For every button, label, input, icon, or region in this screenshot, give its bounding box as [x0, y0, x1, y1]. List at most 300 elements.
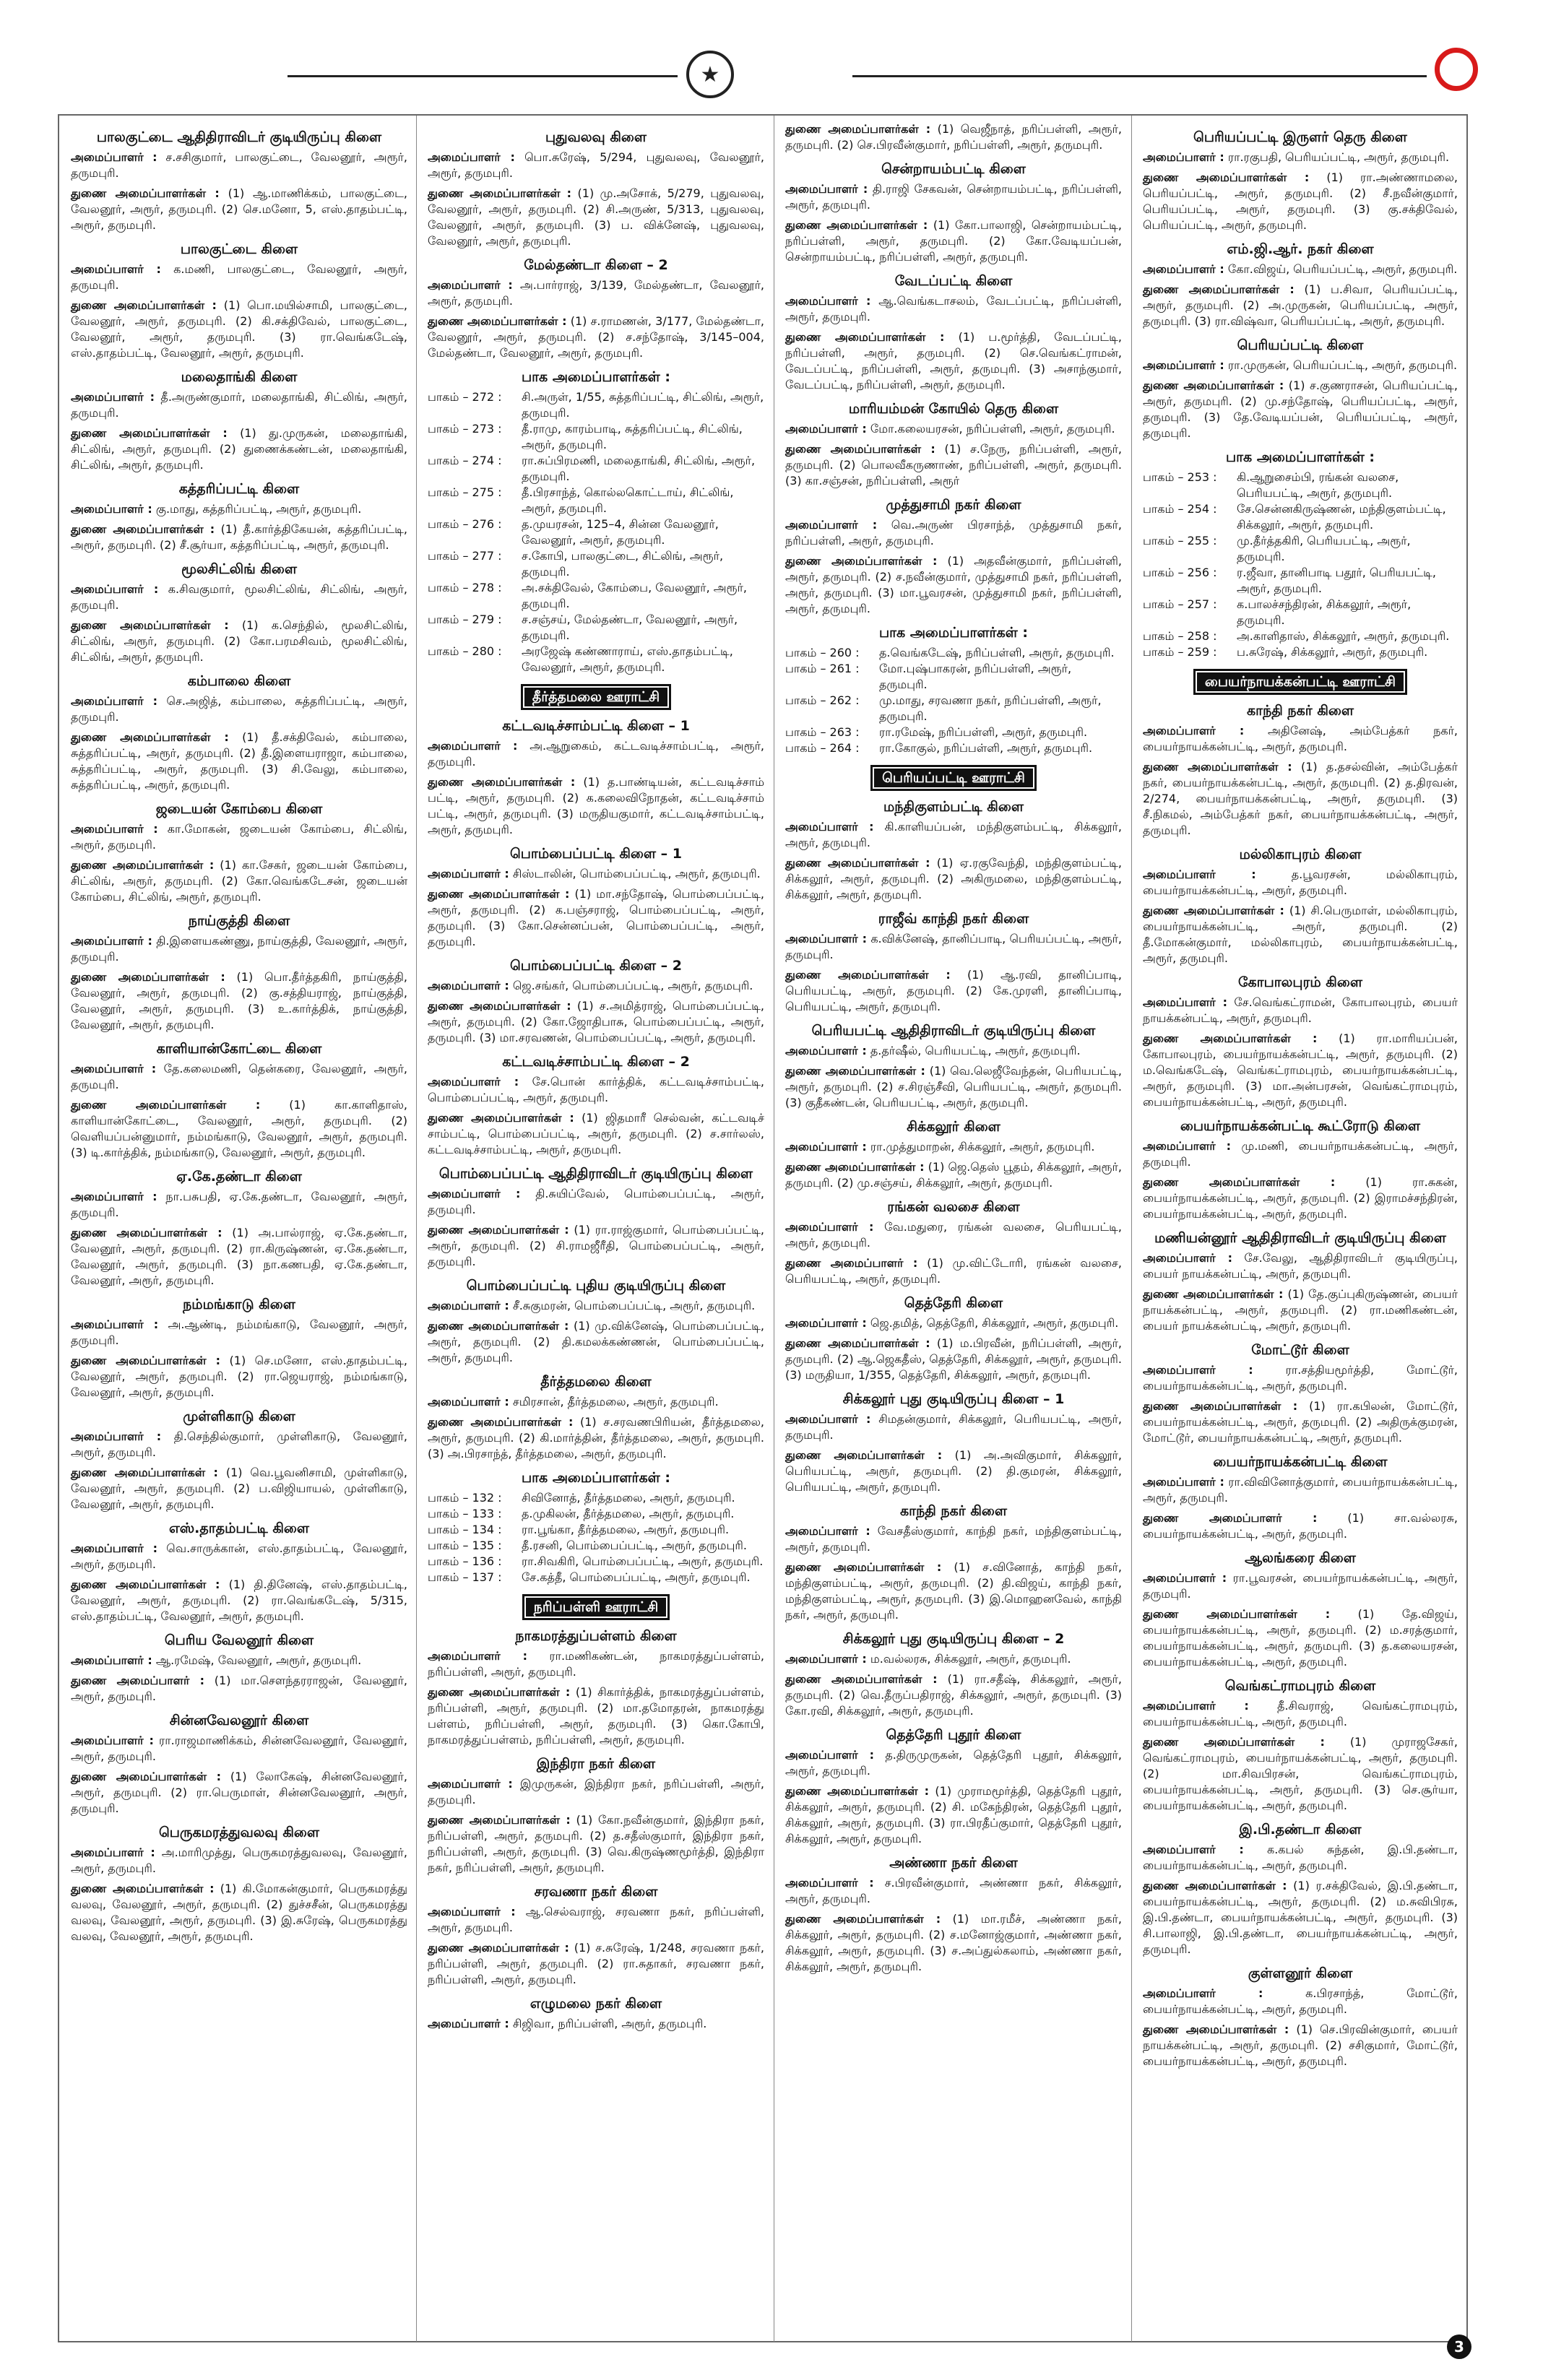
member-entry: [1143, 1842, 1458, 1874]
member-details: ஆ.செல்வராஜ், சரவணா நகர், நரிப்பள்ளி, அரூர், தருமபுரி.: [428, 1905, 764, 1934]
member-details: கா.மோகன், ஜடையன் கோம்பை, சிட்லிங், அரூர், தருமபுரி.: [71, 822, 407, 852]
member-details: ரா.பூவரசன், பையர்நாயக்கன்பட்டி, அரூர், தருமபுரி.: [1143, 1571, 1458, 1601]
member-details: மு.மணி, பையர்நாயக்கன்பட்டி, அரூர், தருமபுரி.: [1143, 1139, 1458, 1169]
role-label: துணை அமைப்பாளர்கள் :: [1143, 1031, 1318, 1045]
booth-number: பாகம் – 132 :: [428, 1491, 502, 1505]
member-details: (1) தீ.கார்த்திகேயன், கத்தரிப்பட்டி, அரூர், தருமபுரி. (2) சீ.சூர்யா, கத்தரிப்பட்டி, அரூர், தருமபுரி.: [71, 522, 408, 552]
role-label: துணை அமைப்பாளர்கள் :: [1143, 1175, 1336, 1189]
branch-heading: மந்திகுளம்பட்டி கிளை: [883, 799, 1024, 815]
role-label: துணை அமைப்பாளர்கள் :: [1143, 378, 1284, 392]
booth-row: [1143, 565, 1458, 597]
member-entry: [428, 277, 764, 309]
branch-heading: ஜடையன் கோம்பை கிளை: [155, 801, 323, 817]
booth-list: [1143, 469, 1458, 660]
role-label: துணை அமைப்பாளர்கள் :: [71, 186, 220, 200]
booth-row: [428, 421, 764, 453]
role-label: அமைப்பாளர் :: [428, 739, 518, 753]
booth-organizer: சே.கத்தீ, பொம்பைப்பட்டி, அரூர், தருமபுரி.: [522, 1570, 751, 1584]
member-details: (1) த.தசல்வின், அம்பேத்கர் நகர், பையர்நாயக்கன்பட்டி, அரூர், தருமபுரி. (2) த.திரவன், 2/274, பையர்நாயக்கன்பட்டி, அரூர், தருமபுரி. (3) சீ.நிகமல், அம்பேத்கர் நகர், பையர்நாயக்கன்பட்டி, அரூர், தருமபுரி.: [1143, 760, 1458, 837]
branch-heading: தெத்தேரி புதூர் கிளை: [886, 1727, 1021, 1743]
member-entry: [428, 1318, 764, 1366]
member-details: க.பிரசாந்த், மோட்டூர், பையர்நாயக்கன்பட்டி, அரூர், தருமபுரி.: [1143, 1986, 1458, 2016]
role-label: அமைப்பாளர் :: [1143, 1699, 1249, 1713]
role-label: அமைப்பாளர் :: [1143, 995, 1228, 1009]
booth-organizer: ரா.சிவகிரி, பொம்பைப்பட்டி, அரூர், தருமபுரி.: [522, 1554, 764, 1568]
booth-row: [428, 1490, 764, 1506]
member-details: (1) ரா.கபிலன், மோட்டூர், பையர்நாயக்கன்பட்டி, அரூர், தருமபுரி. (2) அதிருக்குமரன், மோட்டூர், பையர்நாயக்கன்பட்டி, அரூர், தருமபுரி.: [1143, 1399, 1458, 1445]
member-entry: [71, 389, 407, 421]
member-details: (1) ச.சுரேஷ், 1/248, சரவணா நகர், நரிப்பள்ளி, அரூர், தருமபுரி. (2) ரா.சுதாகர், சரவணா நகர், நரிப்பள்ளி, அரூர், தருமபுரி.: [428, 1941, 764, 1986]
member-details: தி.இளையகண்ணு, நாய்குத்தி, வேலனூர், அரூர், தருமபுரி.: [71, 934, 408, 964]
booth-organizer: அ.காளிதாஸ், சிக்கலூர், அரூர், தருமபுரி.: [1237, 629, 1450, 643]
branch-heading: காந்தி நகர் கிளை: [899, 1503, 1008, 1519]
member-entry: [785, 855, 1122, 903]
member-details: வேசதீஸ்குமார், காந்தி நகர், மந்திகுளம்பட்டி, அரூர், தருமபுரி.: [785, 1524, 1123, 1554]
booth-number: பாகம் – 135 :: [428, 1539, 502, 1552]
branch-heading: சிக்கலூர் கிளை: [907, 1119, 1000, 1135]
member-details: த.தர்ஷீல், பெரியபட்டி, அரூர், தருமபுரி.: [870, 1044, 1081, 1057]
member-entry: [71, 501, 407, 517]
member-details: (1) செ.மனோ, எஸ்.தாதம்பட்டி, வேலனூர், அரூர், தருமபுரி. (2) ரா.ஜெயராஜ், நம்மங்காடு, வேலனூர், அரூர், தருமபுரி.: [71, 1354, 407, 1399]
booth-number: பாகம் – 280 :: [428, 644, 502, 658]
member-entry: [1143, 723, 1458, 755]
booth-organizer: தீ.பிரசாந்த், கொல்லகொட்டாய், சிட்லிங், அரூர், தருமபுரி.: [522, 485, 734, 515]
column-divider: [1131, 116, 1132, 2342]
member-details: (1) மா.சந்தோஷ், பொம்பைப்பட்டி, அரூர், தருமபுரி. (2) க.பஞ்சராஜ், பொம்பைப்பட்டி, அரூர், தருமபுரி. (3) கோ.சென்னப்பன், பொம்பைப்பட்டி, அரூர், தருமபுரி.: [428, 887, 765, 948]
member-details: சீ.சுகுமரன், பொம்பைப்பட்டி, அரூர், தருமபுரி.: [512, 1299, 756, 1312]
member-details: (1) கோ.நவீன்குமார், இந்திரா நகர், நரிப்பள்ளி, அரூர், தருமபுரி. (2) த.சதீஸ்குமார், இந்திரா நகர், நரிப்பள்ளி, அரூர், தருமபுரி. (3) வெ.கிருஷ்ணமூர்த்தி, இந்திரா நகர், நரிப்பள்ளி, அரூர், தருமபுரி.: [428, 1813, 764, 1874]
role-label: அமைப்பாளர் :: [71, 502, 152, 516]
branch-heading: அண்ணா நகர் கிளை: [889, 1855, 1018, 1871]
member-details: சே.பொன் கார்த்திக், கட்டவடிச்சாம்பட்டி, பொம்பைப்பட்டி, அரூர், தருமபுரி.: [428, 1075, 764, 1104]
member-details: தி.செந்தில்குமார், முள்ளிகாடு, வேலனூர், அரூர், தருமபுரி.: [71, 1429, 408, 1459]
member-entry: [785, 217, 1122, 265]
member-details: (1) ச.ராமணன், 3/177, மேல்தண்டா, வேலனூர், அரூர், தருமபுரி. (2) ச.சந்தோஷ், 3/145–004, மேல்தண்டா, வேலனூர், அரூர், தருமபுரி.: [428, 314, 765, 360]
member-entry: [428, 313, 764, 361]
member-entry: [71, 261, 407, 293]
booth-row: [785, 693, 1122, 724]
booth-number: பாகம் – 262 :: [785, 693, 860, 707]
booth-number: பாகம் – 279 :: [428, 613, 502, 626]
role-label: துணை அமைப்பாளர்கள் :: [785, 1160, 925, 1174]
member-details: (1) ப.மூர்த்தி, வேடப்பட்டி, நரிப்பள்ளி, அரூர், தருமபுரி. (2) செ.வெங்கட்ராமன், வேடப்பட்டி, நரிப்பள்ளி, அரூர், தருமபுரி. (3) அசாந்குமார், வேடப்பட்டி, நரிப்பள்ளி, அரூர், தருமபுரி.: [785, 330, 1122, 391]
role-label: அமைப்பாளர் :: [785, 932, 867, 945]
member-entry: [71, 425, 407, 473]
member-details: தீ.சிவராஜ், வெங்கட்ராமபுரம், பையர்நாயக்கன்பட்டி, அரூர், தருமபுரி.: [1143, 1699, 1458, 1728]
role-label: அமைப்பாளர் :: [1143, 1251, 1232, 1265]
role-label: துணை அமைப்பாளர்கள் :: [1143, 1287, 1284, 1301]
member-entry: [71, 1225, 407, 1289]
role-label: அமைப்பாளர் :: [785, 182, 868, 196]
member-details: (1) சி.பெருமாள், மல்லிகாபுரம், பையர்நாயக்கன்பட்டி, அரூர், தருமபுரி. (2) தீ.மோகன்குமார், மல்லிகாபுரம், பையர்நாயக்கன்பட்டி, அரூர், தருமபுரி.: [1143, 904, 1458, 965]
booth-organizer: மு.மாது, சரவணா நகர், நரிப்பள்ளி, அரூர், தருமபுரி.: [879, 693, 1102, 723]
member-details: (1) பொ.மயில்சாமி, பாலகுட்டை, வேலனூர், அரூர், தருமபுரி. (2) கி.சக்திவேல், பாலகுட்டை, வேலனூர், அரூர், தருமபுரி. (3) ரா.வெங்கடேஷ், எஸ்.தாதம்பட்டி, வேலனூர், அரூர், தருமபுரி.: [71, 298, 407, 360]
member-details: த.திருமுருகன், தெத்தேரி புதூர், சிக்கலூர், அரூர், தருமபுரி.: [785, 1748, 1122, 1778]
member-details: ரா.முருகன், பெரியப்பட்டி, அரூர், தருமபுரி.: [1227, 358, 1458, 372]
booth-row: [1143, 501, 1458, 533]
member-entry: [785, 421, 1122, 437]
member-details: க.மணி, பாலகுட்டை, வேலனூர், அரூர், தருமபுரி.: [71, 262, 408, 292]
member-entry: [785, 1219, 1122, 1251]
role-label: அமைப்பாளர் :: [785, 1220, 874, 1234]
member-details: ரா.முத்துமாறன், சிக்கலூர், அரூர், தருமபுரி.: [870, 1140, 1095, 1154]
member-entry: [785, 293, 1122, 325]
role-label: அமைப்பாளர் :: [71, 822, 158, 836]
branch-heading: பையர்நாயக்கன்பட்டி கூட்ரோடு கிளை: [1180, 1118, 1421, 1134]
member-entry: [428, 1776, 764, 1808]
booth-number: பாகம் – 278 :: [428, 581, 502, 594]
member-details: (1) சா.வல்லரசு, பையர்நாயக்கன்பட்டி, அரூர், தருமபுரி.: [1143, 1511, 1458, 1541]
member-entry: [785, 1255, 1122, 1287]
role-label: துணை அமைப்பாளர்கள் :: [785, 442, 935, 456]
role-label: அமைப்பாளர் :: [428, 1187, 521, 1200]
member-details: நா.பசுபதி, ஏ.கே.தண்டா, வேலனூர், அரூர், தருமபுரி.: [71, 1190, 407, 1219]
member-details: சிஜிவா, நரிப்பள்ளி, அரூர், தருமபுரி.: [512, 2017, 707, 2030]
booth-row: [428, 485, 764, 516]
member-entry: [1143, 1510, 1458, 1542]
member-entry: [785, 181, 1122, 213]
member-entry: [71, 1189, 407, 1221]
branch-heading: பையர்நாயக்கன்பட்டி கிளை: [1213, 1454, 1388, 1470]
booth-row: [1143, 533, 1458, 565]
panchayat-banner: நரிப்பள்ளி ஊராட்சி: [522, 1594, 670, 1620]
member-details: தே.கலைமணி, தென்கரை, வேலனூர், அரூர், தருமபுரி.: [71, 1062, 408, 1091]
branch-heading: ரங்கன் வலசை கிளை: [887, 1199, 1020, 1215]
booth-organizer: ச.சஞ்சய், மேல்தண்டா, வேலனூர், அரூர், தருமபுரி.: [522, 613, 738, 642]
member-details: (1) வெ.பூவனிசாமி, முள்ளிகாடு, வேலனூர், அரூர், தருமபுரி. (2) ப.விஜியாயல், முள்ளிகாடு, வேலனூர், அரூர், தருமபுரி.: [71, 1466, 408, 1511]
branch-heading: முள்ளிகாடு கிளை: [183, 1408, 295, 1424]
branch-heading: பொம்பைப்பட்டி கிளை – 1: [509, 846, 683, 862]
branch-heading: எம்.ஜி.ஆர். நகர் கிளை: [1227, 241, 1374, 257]
role-label: துணை அமைப்பாளர்கள் :: [785, 1784, 929, 1798]
member-details: (1) சிகார்த்திக், நாகமரத்துப்பள்ளம், நரிப்பள்ளி, அரூர், தருமபுரி. (2) மா.தமோதரன், நாகமரத்து பள்ளம், நரிப்பள்ளி, அரூர், தருமபுரி. (3) கொ.கோபி, நாகமரத்துப்பள்ளம், நரிப்பள்ளி, அரூர், தருமபுரி.: [428, 1685, 764, 1747]
member-details: பொ.சுரேஷ், 5/294, புதுவலவு, வேலனூர், அரூர், தருமபுரி.: [428, 150, 765, 180]
member-entry: [785, 1651, 1122, 1667]
booth-row: [428, 389, 764, 421]
booth-organizer: அ.சக்திவேல், கோம்பை, வேலனூர், அரூர், தருமபுரி.: [522, 581, 747, 610]
member-entry: [428, 150, 764, 181]
role-label: துணை அமைப்பாளர்கள் :: [428, 1813, 571, 1827]
booth-number: பாகம் – 137 :: [428, 1570, 502, 1584]
role-label: அமைப்பாளர் :: [785, 1748, 874, 1762]
role-label: துணை அமைப்பாளர்கள் :: [1143, 904, 1284, 917]
member-entry: [71, 186, 407, 233]
member-details: (1) க.செந்தில், மூலசிட்லிங், சிட்லிங், அரூர், தருமபுரி. (2) கோ.பரமசிவம், மூலசிட்லிங், சிட்லிங், அரூர், தருமபுரி.: [71, 618, 408, 664]
member-details: கு.மாது, கத்தரிப்பட்டி, அரூர், தருமபுரி.: [155, 502, 362, 516]
booth-organizer: மு.தீர்த்தகிரி, பெரியபட்டி, அரூர், தருமபுரி.: [1237, 534, 1411, 563]
role-label: துணை அமைப்பாளர்கள் :: [785, 1912, 941, 1926]
role-label: துணை அமைப்பாளர்கள் :: [1143, 1607, 1331, 1621]
member-details: (1) மா.சௌந்தரராஜன், வேலனூர், அரூர், தருமபுரி.: [71, 1674, 408, 1703]
member-entry: [785, 1448, 1122, 1495]
member-entry: [1143, 1698, 1458, 1730]
member-entry: [71, 1097, 407, 1161]
member-details: (1) ச.வினோத், காந்தி நகர், மந்திகுளம்பட்டி, அரூர், தருமபுரி. (2) தி.விஜய், காந்தி நகர், மந்திகுளம்பட்டி, அரூர், தருமபுரி. (3) இ.மொஹனவேல், காந்தி நகர், அரூர், தருமபுரி.: [785, 1560, 1122, 1622]
role-label: துணை அமைப்பாளர்கள் :: [428, 887, 570, 901]
booth-organizer: ர.ஜீவா, தானிபாடி பதூர், பெரியபட்டி, அரூர், தருமபுரி.: [1237, 566, 1436, 595]
member-entry: [1143, 170, 1458, 233]
branch-heading: மலைதாங்கி கிளை: [181, 369, 298, 385]
role-label: அமைப்பாளர் :: [71, 1317, 159, 1331]
branch-heading: வேடப்பட்டி கிளை: [894, 273, 1013, 289]
role-label: துணை அமைப்பாளர்கள் :: [785, 968, 951, 982]
booth-row: [785, 724, 1122, 740]
member-entry: [785, 1315, 1122, 1331]
role-label: அமைப்பாளர் :: [71, 1190, 157, 1203]
member-entry: [71, 1769, 407, 1817]
booth-list: [428, 1490, 764, 1585]
branch-heading: நம்மங்காடு கிளை: [183, 1297, 295, 1312]
member-entry: [428, 774, 764, 838]
role-label: அமைப்பாளர் :: [71, 390, 155, 404]
role-label: அமைப்பாளர் :: [71, 1845, 155, 1859]
role-label: துணை அமைப்பாளர்கள் :: [71, 730, 229, 744]
member-details: ரா.சத்தியமூர்த்தி, மோட்டூர், பையர்நாயக்கன்பட்டி, அரூர், தருமபுரி.: [1143, 1363, 1458, 1393]
member-entry: [71, 298, 407, 361]
role-label: அமைப்பாளர் :: [71, 150, 157, 164]
booth-organizer: சே.சென்னகிருஷ்ணன், மந்திகுளம்பட்டி, சிக்கலூர், அரூர், தருமபுரி.: [1237, 502, 1446, 532]
booth-organizer: கி.ஆறுசைம்பி, ரங்கன் வலசை, பெரியபட்டி, அரூர், தருமபுரி.: [1237, 470, 1399, 500]
booth-organizer: த.முயரசன், 125–4, சின்ன வேலனூர், வேலனூர், அரூர், தருமபுரி.: [522, 517, 719, 547]
member-details: சிஸ்டாலின், பொம்பைப்பட்டி, அரூர், தருமபுரி.: [512, 867, 761, 880]
role-label: துணை அமைப்பாளர்கள் :: [71, 1354, 221, 1367]
member-entry: [785, 967, 1122, 1015]
member-entry: [785, 819, 1122, 851]
member-entry: [785, 1411, 1122, 1443]
role-label: அமைப்பாளர் :: [785, 1044, 867, 1057]
role-label: துணை அமைப்பாளர்கள் :: [1143, 2022, 1289, 2036]
role-label: அமைப்பாளர் :: [71, 1429, 162, 1443]
member-details: (1) ப.சிவா, பெரியப்பட்டி, அரூர், தருமபுரி. (2) அ.முருகன், பெரியப்பட்டி, அரூர், தருமபுரி. (3) ரா.விஷ்வா, பெரியப்பட்டி, அரூர், தருமபுரி.: [1143, 282, 1458, 328]
member-details: ச.பிரவீன்குமார், அண்ணா நகர், சிக்கலூர், அரூர், தருமபுரி.: [785, 1876, 1122, 1905]
branch-heading: எஸ்.தாதம்பட்டி கிளை: [168, 1520, 310, 1536]
red-circle-icon: [1435, 48, 1478, 91]
role-label: அமைப்பாளர் :: [71, 582, 159, 596]
role-label: துணை அமைப்பாளர்கள் :: [71, 1466, 218, 1479]
branch-heading: பொம்பைப்பட்டி ஆதிதிராவிடர் குடியிருப்பு கிளை: [438, 1166, 753, 1182]
branch-heading: கத்தரிப்பட்டி கிளை: [178, 481, 300, 497]
role-label: துணை அமைப்பாளர்கள் :: [71, 426, 228, 440]
role-label: துணை அமைப்பாளர்கள் :: [785, 1672, 938, 1686]
role-label: துணை அமைப்பாளர்கள் :: [428, 775, 576, 789]
member-entry: [1143, 1570, 1458, 1602]
booth-row: [1143, 628, 1458, 644]
member-entry: [785, 931, 1122, 963]
booth-row: [428, 1538, 764, 1554]
member-entry: [71, 1881, 407, 1944]
role-label: அமைப்பாளர் :: [1143, 1571, 1227, 1585]
member-entry: [71, 1541, 407, 1572]
booth-row: [785, 661, 1122, 693]
branch-heading: நாகமரத்துப்பள்ளம் கிளை: [515, 1628, 677, 1644]
role-label: அமைப்பாளர் :: [71, 1653, 152, 1667]
branch-heading: கட்டவடிச்சாம்பட்டி கிளை – 2: [502, 1054, 690, 1070]
party-emblem-icon: ★: [686, 51, 734, 98]
booth-row: [785, 645, 1122, 661]
member-details: (1) வெஜீநாத், நரிப்பள்ளி, அரூர், தருமபுரி. (2) செ.பிரவீன்குமார், நரிப்பள்ளி, அரூர், தருமபுரி.: [785, 122, 1122, 152]
role-label: துணை அமைப்பாளர்கள் :: [1143, 1399, 1298, 1413]
role-label: அமைப்பாளர் :: [71, 694, 158, 708]
member-details: (1) அ.பால்ராஜ், ஏ.கே.தண்டா, வேலனூர், அரூர், தருமபுரி. (2) ரா.கிருஷ்ணன், ஏ.கே.தண்டா, வேலனூர், அரூர், தருமபுரி. (3) நா.கணபதி, ஏ.கே.தண்டா, வேலனூர், அரூர், தருமபுரி.: [71, 1226, 407, 1287]
member-entry: [71, 1465, 407, 1513]
booth-organizer: ரா.ரமேஷ், நரிப்பள்ளி, அரூர், தருமபுரி.: [879, 725, 1088, 739]
booth-number: பாகம் – 274 :: [428, 454, 502, 467]
member-details: க.சிவகுமார், மூலசிட்லிங், சிட்லிங், அரூர், தருமபுரி.: [71, 582, 408, 612]
role-label: துணை அமைப்பாளர்கள் :: [428, 1111, 574, 1125]
booth-number: பாகம் – 263 :: [785, 725, 860, 739]
member-details: சே.வெங்கட்ராமன், கோபாலபுரம், பையர் நாயக்கன்பட்டி, அரூர், தருமபுரி.: [1143, 995, 1458, 1025]
role-label: அமைப்பாளர் :: [785, 1652, 867, 1666]
branch-heading: மணியன்னூர் ஆதிதிராவிடர் குடியிருப்பு கிளை: [1154, 1230, 1446, 1246]
member-entry: [1143, 903, 1458, 966]
booth-number: பாகம் – 277 :: [428, 549, 502, 563]
member-entry: [785, 1671, 1122, 1719]
member-entry: [428, 1222, 764, 1270]
member-entry: [428, 186, 764, 249]
role-label: அமைப்பாளர் :: [1143, 1363, 1253, 1377]
member-details: தி.சுயிப்வேல், பொம்பைப்பட்டி, அரூர், தருமபுரி.: [428, 1187, 765, 1216]
booth-number: பாகம் – 258 :: [1143, 629, 1217, 643]
role-label: துணை அமைப்பாளர்கள் :: [71, 1770, 221, 1783]
branch-heading: பெரியபட்டி ஆதிதிராவிடர் குடியிருப்பு கிளை: [811, 1023, 1096, 1039]
role-label: துணை அமைப்பாளர்கள் :: [71, 970, 225, 984]
role-label: அமைப்பாளர் :: [71, 934, 152, 948]
member-details: (1) கோ.பாலாஜி, சென்றாயம்பட்டி, நரிப்பள்ளி, அரூர், தருமபுரி. (2) கோ.வேடியப்பன், சென்றாயம்பட்டி, நரிப்பள்ளி, அரூர், தருமபுரி.: [785, 218, 1122, 264]
booth-organizer: த.வெங்கடேஷ், நரிப்பள்ளி, அரூர், தருமபுரி.: [879, 646, 1115, 659]
member-details: (1) மு.அசோக், 5/279, புதுவலவு, வேலனூர், அரூர், தருமபுரி. (2) சி.அருண், 5/313, புதுவலவு, வேலனூர், அரூர், தருமபுரி. (3) ப. விக்னேஷ், புதுவலவு, வேலனூர், அரூர், தருமபுரி.: [428, 186, 765, 248]
member-details: அ.ஆண்டி, நம்மங்காடு, வேலனூர், அரூர், தருமபுரி.: [71, 1317, 408, 1347]
role-label: அமைப்பாளர் :: [428, 150, 515, 164]
role-label: அமைப்பாளர் :: [71, 1062, 157, 1076]
member-entry: [1143, 1286, 1458, 1334]
booth-organizer: மோ.புஷ்பாகரன், நரிப்பள்ளி, அரூர், தருமபுரி.: [879, 662, 1072, 691]
role-label: துணை அமைப்பாளர்கள் :: [785, 122, 931, 136]
header-rule-left: [288, 75, 678, 77]
member-entry: [428, 1414, 764, 1462]
booth-organizer: ச.கோபி, பாலகுட்டை, சிட்லிங், அரூர், தருமபுரி.: [522, 549, 724, 579]
member-entry: [71, 1061, 407, 1093]
member-details: ஆ.ரமேஷ், வேலனூர், அரூர், தருமபுரி.: [155, 1653, 362, 1667]
role-label: துணை அமைப்பாளர்கள் :: [1143, 1735, 1325, 1749]
member-details: ரா.மணிகண்டன், நாகமரத்துப்பள்ளம், நரிப்பள்ளி, அரூர், தருமபுரி.: [428, 1649, 765, 1679]
role-label: துணை அமைப்பாளர்கள் :: [71, 1226, 222, 1239]
member-details: அ.மாரிமுத்து, பெருகமரத்துவலவு, வேலனூர், அரூர், தருமபுரி.: [71, 1845, 407, 1875]
role-label: அமைப்பாளர் :: [1143, 1843, 1244, 1856]
booth-row: [428, 453, 764, 485]
role-label: அமைப்பாளர் :: [785, 1140, 867, 1154]
member-entry: [428, 1904, 764, 1936]
booth-row: [428, 612, 764, 644]
member-entry: [71, 1845, 407, 1877]
role-label: துணை அமைப்பாளர்கள் :: [71, 298, 217, 312]
member-details: (1) கா.காளிதாஸ், காளியான்கோட்டை, வேலனூர், அரூர், தருமபுரி. (2) வெளியப்பன்னுமார், நம்மங்காடு, வேலனூர், அரூர், தருமபுரி. (3) டி.கார்த்திக், நம்மங்காடு, வேலனூர், அரூர், தருமபுரி.: [71, 1098, 407, 1159]
member-details: ரா.ராஜமாணிக்கம், சின்னவேலனூர், வேலனூர், அரூர், தருமபுரி.: [71, 1734, 407, 1763]
member-details: க.விக்னேஷ், தானிப்பாடி, பெரியப்பட்டி, அரூர், தருமபுரி.: [785, 932, 1123, 961]
role-label: அமைப்பாளர் :: [1143, 358, 1224, 372]
branch-heading: நாய்குத்தி கிளை: [188, 913, 290, 929]
role-label: அமைப்பாளர் :: [785, 294, 871, 308]
branch-heading: பாக அமைப்பாளர்கள் :: [521, 369, 670, 385]
role-label: துணை அமைப்பாளர்கள் :: [71, 858, 215, 872]
member-entry: [1143, 1398, 1458, 1446]
role-label: அமைப்பாளர் :: [428, 1777, 513, 1791]
member-entry: [428, 1812, 764, 1876]
member-entry: [71, 693, 407, 725]
member-entry: [71, 522, 407, 553]
member-details: (1) ர.சக்திவேல், இ.பி.தண்டா, பையர்நாயக்கன்பட்டி, அரூர், தருமபுரி. (2) ம.சுவிபிரசு, இ.பி.தண்டா, பையர்நாயக்கன்பட்டி, அரூர், தருமபுரி. (3) சி.பாலாஜி, இ.பி.தண்டா, பையர்நாயக்கன்பட்டி, அரூர், தருமபுரி.: [1143, 1879, 1458, 1956]
member-entry: [71, 1353, 407, 1401]
role-label: துணை அமைப்பாளர்கள் :: [785, 1560, 942, 1574]
branch-heading: பாலகுட்டை கிளை: [180, 241, 298, 257]
branch-heading: ஆலங்கரை கிளை: [1245, 1550, 1356, 1566]
role-label: துணை அமைப்பாளர்கள் :: [428, 1685, 571, 1699]
member-details: ஜெ.சங்கர், பொம்பைப்பட்டி, அரூர், தருமபுரி.: [512, 979, 753, 992]
branch-heading: மாரியம்மன் கோயில் தெரு கிளை: [848, 401, 1059, 417]
column-4: [1138, 121, 1462, 2339]
branch-heading: மோட்டூர் கிளை: [1251, 1342, 1349, 1358]
member-details: வெ.சாருக்கான், எஸ்.தாதம்பட்டி, வேலனூர், அரூர், தருமபுரி.: [71, 1541, 407, 1571]
branch-heading: மூலசிட்லிங் கிளை: [181, 561, 298, 577]
member-entry: [71, 821, 407, 853]
member-entry: [71, 1317, 407, 1349]
branch-heading: இ.பி.தண்டா கிளை: [1239, 1822, 1362, 1838]
header-rule-right: [852, 75, 1427, 77]
role-label: அமைப்பாளர் :: [785, 518, 878, 532]
role-label: துணை அமைப்பாளர்கள் :: [428, 1223, 569, 1237]
role-label: துணை அமைப்பாளர்கள் :: [71, 1578, 220, 1591]
booth-number: பாகம் – 134 :: [428, 1523, 502, 1536]
booth-organizer: க.பாலச்சந்திரன், சிக்கலூர், அரூர், தருமபுரி.: [1237, 597, 1412, 627]
role-label: அமைப்பாளர் :: [428, 1075, 519, 1089]
booth-row: [428, 1506, 764, 1522]
member-details: (1) மு.விட்டோரி, ரங்கன் வலசை, பெரியபட்டி, அரூர், தருமபுரி.: [785, 1256, 1122, 1286]
panchayat-banner: தீர்த்தமலை ஊராட்சி: [521, 684, 671, 710]
member-entry: [1143, 1606, 1458, 1670]
booth-row: [1143, 469, 1458, 501]
member-entry: [71, 730, 407, 793]
role-label: துணை அமைப்பாளர்கள் :: [428, 1941, 569, 1955]
branch-heading: சிக்கலூர் புது குடியிருப்பு கிளை – 2: [842, 1631, 1065, 1647]
member-details: தி.ராஜி சேகவன், சென்றாயம்பட்டி, நரிப்பள்ளி, அரூர், தருமபுரி.: [785, 182, 1123, 212]
member-entry: [428, 1648, 764, 1680]
member-details: கோ.விஜய், பெரியப்பட்டி, அரூர், தருமபுரி.: [1227, 262, 1458, 276]
member-entry: [71, 1577, 407, 1624]
role-label: அமைப்பாளர் :: [785, 422, 867, 436]
role-label: அமைப்பாளர் :: [1143, 1139, 1232, 1153]
member-entry: [71, 933, 407, 965]
role-label: துணை அமைப்பாளர்கள் :: [1143, 760, 1292, 774]
member-entry: [1143, 261, 1458, 277]
role-label: துணை அமைப்பாளர் :: [1143, 1511, 1318, 1525]
branch-heading: பாக அமைப்பாளர்கள் :: [1225, 449, 1375, 465]
booth-row: [785, 740, 1122, 756]
member-details: (1) கா.சேகர், ஜடையன் கோம்பை, சிட்லிங், அரூர், தருமபுரி. (2) கோ.வெங்கடேசன், ஜடையன் கோம்பை, சிட்லிங், அரூர், தருமபுரி.: [71, 858, 407, 904]
member-entry: [785, 329, 1122, 393]
member-entry: [785, 1875, 1122, 1907]
member-entry: [428, 2016, 764, 2032]
member-details: (1) தே.குப்புகிருஷ்ணன், பையர் நாயக்கன்பட்டி, அரூர், தருமபுரி. (2) ரா.மணிகண்டன், பையர் நாயக்கன்பட்டி, அரூர், தருமபுரி.: [1143, 1287, 1458, 1333]
member-entry: [785, 1043, 1122, 1059]
member-entry: [785, 1523, 1122, 1555]
member-entry: [428, 1298, 764, 1314]
member-entry: [71, 1653, 407, 1669]
booth-organizer: சிவினோத், தீர்த்தமலை, அரூர், தருமபுரி.: [522, 1491, 735, 1505]
role-label: துணை அமைப்பாளர்கள் :: [428, 314, 567, 328]
member-details: ச.சசிகுமார், பாலகுட்டை, வேலனூர், அரூர், தருமபுரி.: [71, 150, 408, 180]
role-label: அமைப்பாளர் :: [1143, 867, 1256, 881]
role-label: துணை அமைப்பாளர்கள் :: [1143, 1879, 1287, 1892]
column-1: [66, 121, 412, 2339]
